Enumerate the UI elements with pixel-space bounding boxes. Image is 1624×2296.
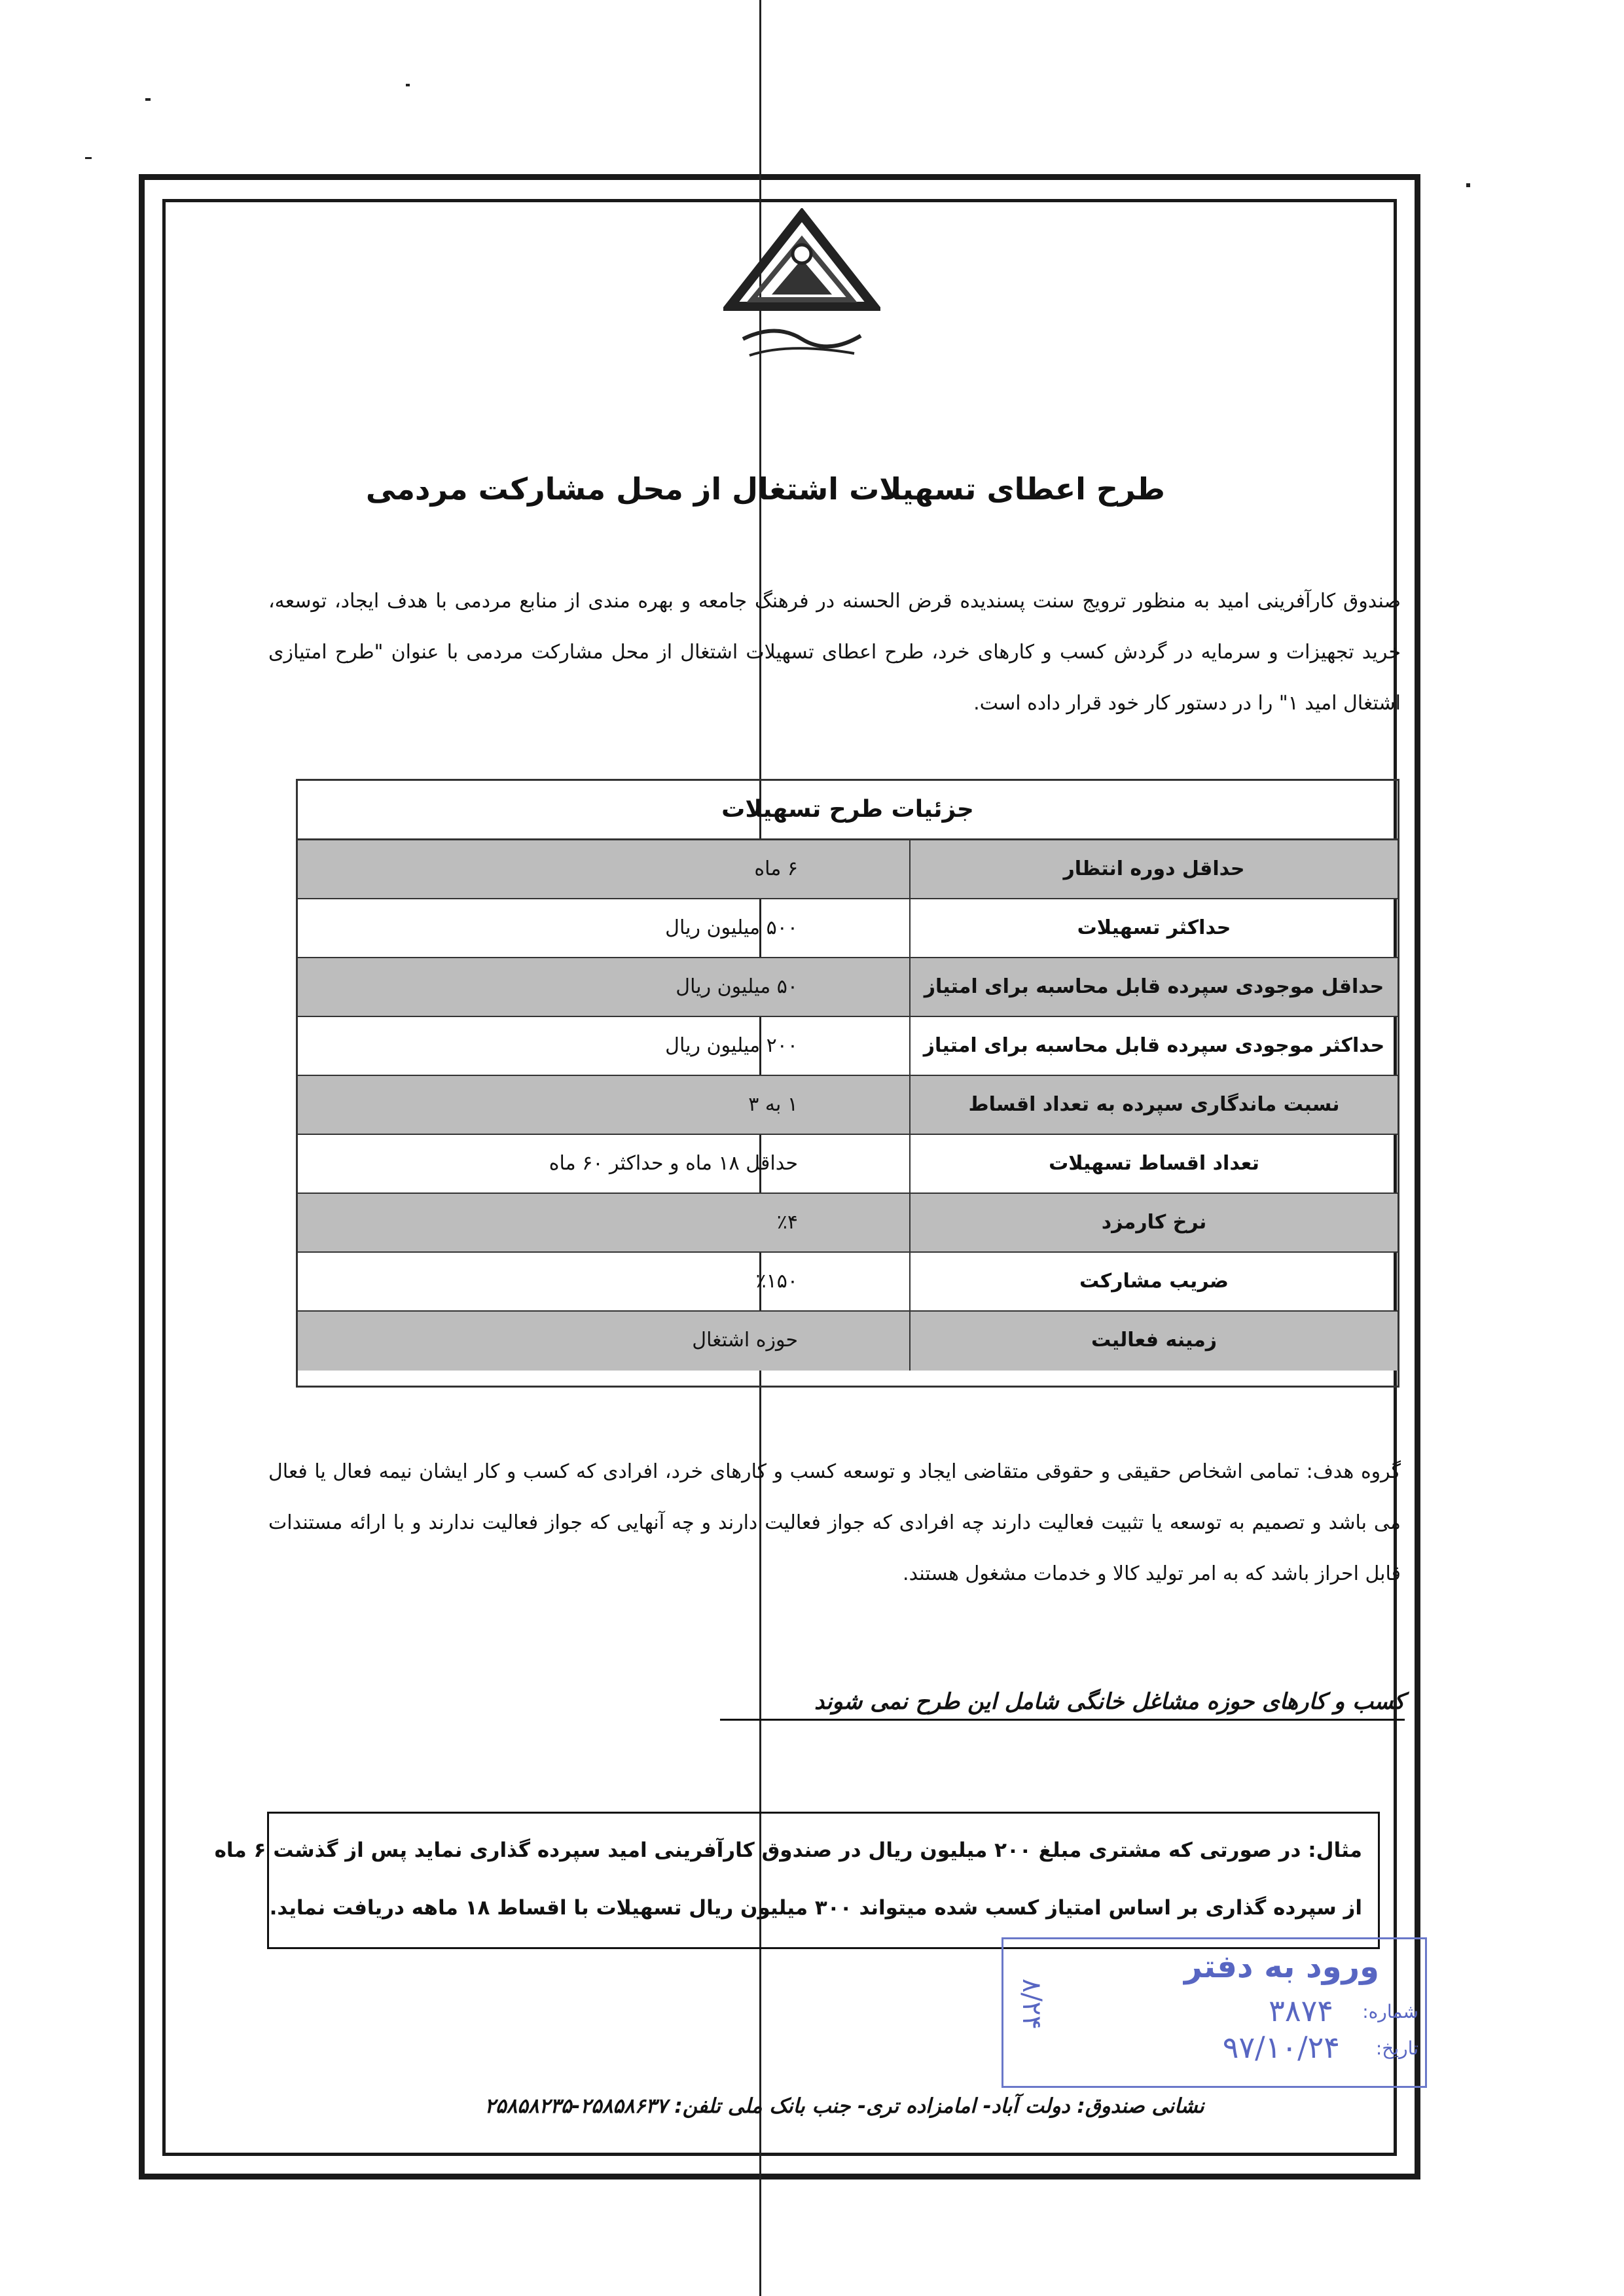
row-value: ۶ ماه [754, 857, 798, 880]
target-group-paragraph: گروه هدف: تمامی اشخاص حقیقی و حقوقی متقاضی ایجاد و توسعه کسب و کارهای خرد، افرادی که کسب و کار ایشان نیمه فعال یا فعال می باشد و تصمیم به توسعه یا تثبیت فعالیت دارند چه افرادی که جواز فعالیت دارند و چه آنهایی که جواز فعالیت ندارند و با ارائه مستندات قابل احراز باشد که به امر تولید کالا و خدمات مشغول هستند. [268, 1460, 1401, 1585]
row-label: تعداد اقساط تسهیلات [909, 1135, 1398, 1193]
exclusion-note: کسب و کارهای حوزه مشاغل خانگی شامل این طرح نمی شوند [720, 1689, 1405, 1721]
table-heading: جزئیات طرح تسهیلات [298, 781, 1398, 840]
scan-speck [406, 84, 410, 86]
row-label: حداکثر تسهیلات [909, 899, 1398, 957]
row-label: ضریب مشارکت [909, 1253, 1398, 1310]
example-line-2: از سپرده گذاری بر اساس امتیاز کسب شده میتواند ۳۰۰ میلیون ریال تسهیلات با اقساط ۱۸ ماهه دریافت نماید. [269, 1896, 1362, 1920]
example-box [214, 1812, 1380, 1949]
table-row [298, 958, 1398, 1017]
footer-address: نشانی صندوق: دولت آباد- امامزاده تری- جنب بانک ملی تلفن: ۲۵۸۵۸۶۳۷-۲۵۸۵۸۲۳۵ [484, 2094, 1204, 2118]
row-value: حوزه اشتغال [692, 1329, 798, 1352]
row-label: زمینه فعالیت [909, 1312, 1398, 1371]
stamp-title: ورود به دفتر [1183, 1948, 1379, 1985]
stamp-side-note: ۸/۲۴ [1017, 1979, 1047, 2030]
stamp-number-label: شماره: [1362, 2001, 1418, 2022]
table-row [298, 840, 1398, 899]
row-value: حداقل ۱۸ ماه و حداکثر ۶۰ ماه [549, 1152, 798, 1175]
scan-speck [145, 98, 151, 101]
table-row [298, 1076, 1398, 1135]
example-line-1: مثال: در صورتی که مشتری مبلغ ۲۰۰ میلیون ریال در صندوق کارآفرینی امید سپرده گذاری نماید پس از گذشت ۶ ماه [214, 1839, 1362, 1862]
row-label: حداکثر موجودی سپرده قابل محاسبه برای امتیاز [909, 1017, 1398, 1075]
intro-paragraph: صندوق کارآفرینی امید به منظور ترویج سنت پسندیده قرض الحسنه در فرهنگ جامعه و بهره مندی از منابع مردمی با هدف ایجاد، توسعه، خرید تجهیزات و سرمایه در گردش کسب و کارهای خرد، طرح اعطای تسهیلات اشتغال از محل مشارکت مردمی با عنوان "طرح امتیازی اشتغال امید ۱" را در دستور کار خود قرار داده است. [268, 590, 1401, 715]
table-row [298, 1194, 1398, 1253]
row-label: نرخ کارمزد [909, 1194, 1398, 1251]
row-label: حداقل دوره انتظار [909, 840, 1398, 898]
page-title: طرح اعطای تسهیلات اشتغال از محل مشارکت مردمی [365, 471, 1165, 507]
stamp-date-label: تاریخ: [1375, 2037, 1418, 2059]
table-row [298, 1017, 1398, 1076]
row-value: ۲۰۰ میلیون ریال [665, 1034, 798, 1057]
row-label: نسبت ماندگاری سپرده به تعداد اقساط [909, 1076, 1398, 1134]
scan-speck [85, 157, 92, 159]
stamp-number: ۳۸۷۴ [1269, 1993, 1333, 2028]
row-value: ٪۴ [776, 1211, 798, 1234]
row-value: ۵۰ میلیون ریال [676, 975, 798, 998]
table-row [298, 899, 1398, 958]
fund-logo [723, 208, 880, 365]
stamp-date: ۹۷/۱۰/۲۴ [1222, 2030, 1340, 2065]
row-value: ۱ به ۳ [748, 1093, 798, 1116]
table-row [298, 1312, 1398, 1371]
scan-speck [1466, 183, 1470, 187]
details-table [296, 779, 1399, 1388]
table-row [298, 1135, 1398, 1194]
row-label: حداقل موجودی سپرده قابل محاسبه برای امتیاز [909, 958, 1398, 1016]
registration-stamp [1001, 1937, 1427, 2088]
row-value: ٪۱۵۰ [755, 1270, 798, 1293]
logo-mark-icon [723, 208, 880, 365]
row-value: ۵۰۰ میلیون ریال [665, 916, 798, 939]
table-row [298, 1253, 1398, 1312]
